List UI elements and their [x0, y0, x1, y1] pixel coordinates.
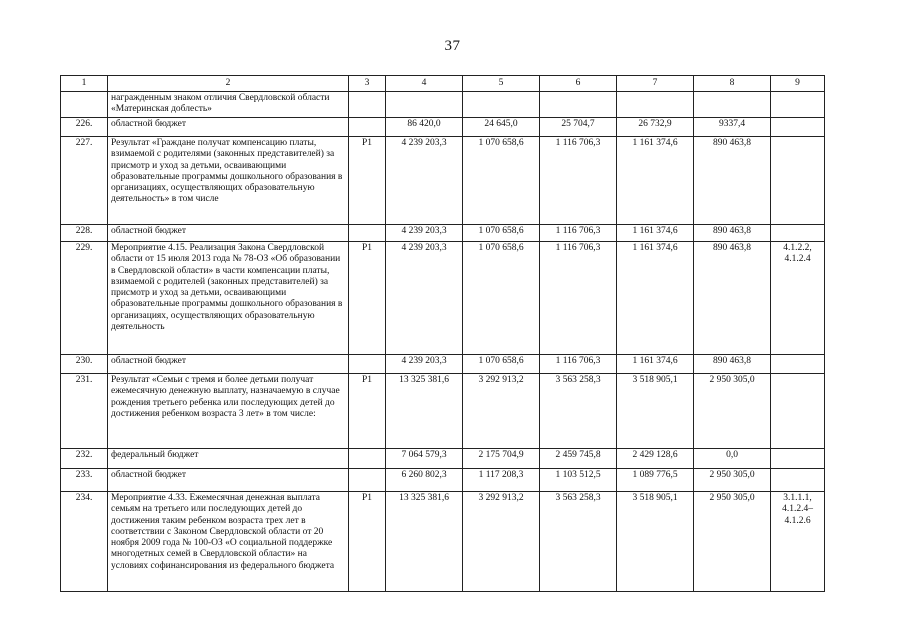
cell-year-1: 2 175 704,9	[463, 449, 540, 469]
cell-year-1: 24 645,0	[463, 118, 540, 137]
row-description: федеральный бюджет	[108, 449, 349, 469]
cell-year-2	[540, 92, 617, 118]
row-number: 233.	[61, 469, 108, 492]
row-number	[61, 92, 108, 118]
row-description: Мероприятие 4.15. Реализация Закона Свердловской области от 15 июля 2013 года № 78-ОЗ «Об образовании в Свердловской области» в части компенсации платы, взимаемой с родителей (законных представителей) за присмотр и уход за детьми, осваивающими образовательные программы дошкольного образования в организациях, осуществляющих образовательную деятельность	[108, 242, 349, 355]
cell-total: 13 325 381,6	[386, 492, 463, 592]
cell-year-1: 1 070 658,6	[463, 242, 540, 355]
col-header: 2	[108, 76, 349, 92]
table-row	[61, 469, 825, 492]
row-number: 226.	[61, 118, 108, 137]
cell-year-2: 1 103 512,5	[540, 469, 617, 492]
row-target-numbers	[771, 355, 825, 374]
table-row	[61, 374, 825, 449]
row-description: Результат «Семьи с тремя и более детьми получат ежемесячную денежную выплату, назначаемую в случае рождения третьего ребенка или последующих детей до достижения ребенком возраста 3 лет» в том числе:	[108, 374, 349, 449]
row-number: 228.	[61, 225, 108, 242]
cell-year-4: 890 463,8	[694, 225, 771, 242]
row-number: 231.	[61, 374, 108, 449]
cell-year-4: 2 950 305,0	[694, 374, 771, 449]
row-target-numbers	[771, 469, 825, 492]
row-target-numbers	[771, 92, 825, 118]
row-target-numbers	[771, 449, 825, 469]
cell-year-1: 3 292 913,2	[463, 492, 540, 592]
row-description: областной бюджет	[108, 118, 349, 137]
cell-year-2: 1 116 706,3	[540, 242, 617, 355]
row-code	[349, 225, 386, 242]
col-header: 7	[617, 76, 694, 92]
col-header: 6	[540, 76, 617, 92]
cell-total: 6 260 802,3	[386, 469, 463, 492]
row-number: 230.	[61, 355, 108, 374]
row-target-numbers: 3.1.1.1, 4.1.2.4–4.1.2.6	[771, 492, 825, 592]
cell-year-2: 2 459 745,8	[540, 449, 617, 469]
cell-year-4: 890 463,8	[694, 242, 771, 355]
cell-year-1: 3 292 913,2	[463, 374, 540, 449]
cell-year-2: 1 116 706,3	[540, 137, 617, 225]
cell-year-3: 1 089 776,5	[617, 469, 694, 492]
cell-total	[386, 92, 463, 118]
cell-total: 13 325 381,6	[386, 374, 463, 449]
table-row	[61, 242, 825, 355]
cell-total: 4 239 203,3	[386, 355, 463, 374]
cell-year-1: 1 117 208,3	[463, 469, 540, 492]
row-description: Результат «Граждане получат компенсацию платы, взимаемой с родителями (законных представителей) за присмотр и уход за детьми, осваивающими образовательные программы дошкольного образования в организациях, осуществляющих образовательную деятельность» в том числе	[108, 137, 349, 225]
cell-year-3: 1 161 374,6	[617, 355, 694, 374]
row-code	[349, 469, 386, 492]
cell-year-1	[463, 92, 540, 118]
table-row	[61, 92, 825, 118]
row-number: 227.	[61, 137, 108, 225]
cell-year-4: 2 950 305,0	[694, 469, 771, 492]
row-code	[349, 92, 386, 118]
table-row	[61, 355, 825, 374]
cell-year-3: 2 429 128,6	[617, 449, 694, 469]
row-target-numbers: 4.1.2.2, 4.1.2.4	[771, 242, 825, 355]
cell-year-4: 0,0	[694, 449, 771, 469]
col-header: 5	[463, 76, 540, 92]
table-row	[61, 492, 825, 592]
cell-year-4	[694, 92, 771, 118]
row-code: Р1	[349, 137, 386, 225]
table-row	[61, 137, 825, 225]
col-header: 9	[771, 76, 825, 92]
row-description: областной бюджет	[108, 355, 349, 374]
budget-table	[60, 75, 825, 592]
row-code	[349, 355, 386, 374]
cell-year-3: 3 518 905,1	[617, 492, 694, 592]
table-row	[61, 118, 825, 137]
cell-year-2: 3 563 258,3	[540, 374, 617, 449]
table-row	[61, 449, 825, 469]
cell-year-3: 1 161 374,6	[617, 225, 694, 242]
header-row	[61, 76, 825, 92]
cell-year-4: 9337,4	[694, 118, 771, 137]
cell-total: 4 239 203,3	[386, 242, 463, 355]
cell-year-4: 890 463,8	[694, 137, 771, 225]
cell-year-2: 1 116 706,3	[540, 225, 617, 242]
cell-year-1: 1 070 658,6	[463, 137, 540, 225]
cell-year-3: 26 732,9	[617, 118, 694, 137]
row-number: 232.	[61, 449, 108, 469]
row-code: Р1	[349, 374, 386, 449]
col-header: 1	[61, 76, 108, 92]
row-code	[349, 449, 386, 469]
cell-year-1: 1 070 658,6	[463, 225, 540, 242]
row-number: 229.	[61, 242, 108, 355]
row-target-numbers	[771, 137, 825, 225]
row-description: Мероприятие 4.33. Ежемесячная денежная выплата семьям на третьего или последующих детей до достижения таким ребенком возраста трех лет в соответствии с Законом Свердловской области от 20 ноября 2009 года № 100-ОЗ «О социальной поддержке многодетных семей в Свердловской области» на условиях софинансирования из федерального бюджета	[108, 492, 349, 592]
row-description: областной бюджет	[108, 225, 349, 242]
cell-year-4: 2 950 305,0	[694, 492, 771, 592]
table-row	[61, 225, 825, 242]
cell-year-4: 890 463,8	[694, 355, 771, 374]
col-header: 4	[386, 76, 463, 92]
cell-year-3	[617, 92, 694, 118]
row-target-numbers	[771, 225, 825, 242]
page-number: 37	[444, 38, 461, 54]
cell-year-3: 3 518 905,1	[617, 374, 694, 449]
cell-total: 7 064 579,3	[386, 449, 463, 469]
cell-year-3: 1 161 374,6	[617, 242, 694, 355]
col-header: 3	[349, 76, 386, 92]
row-description: награжденным знаком отличия Свердловской области «Материнская доблесть»	[108, 92, 349, 118]
cell-year-2: 25 704,7	[540, 118, 617, 137]
row-target-numbers	[771, 374, 825, 449]
cell-year-3: 1 161 374,6	[617, 137, 694, 225]
cell-total: 86 420,0	[386, 118, 463, 137]
row-code	[349, 118, 386, 137]
cell-year-2: 3 563 258,3	[540, 492, 617, 592]
row-description: областной бюджет	[108, 469, 349, 492]
row-code: Р1	[349, 242, 386, 355]
cell-year-2: 1 116 706,3	[540, 355, 617, 374]
col-header: 8	[694, 76, 771, 92]
row-number: 234.	[61, 492, 108, 592]
row-target-numbers	[771, 118, 825, 137]
cell-year-1: 1 070 658,6	[463, 355, 540, 374]
row-code: Р1	[349, 492, 386, 592]
cell-total: 4 239 203,3	[386, 137, 463, 225]
cell-total: 4 239 203,3	[386, 225, 463, 242]
